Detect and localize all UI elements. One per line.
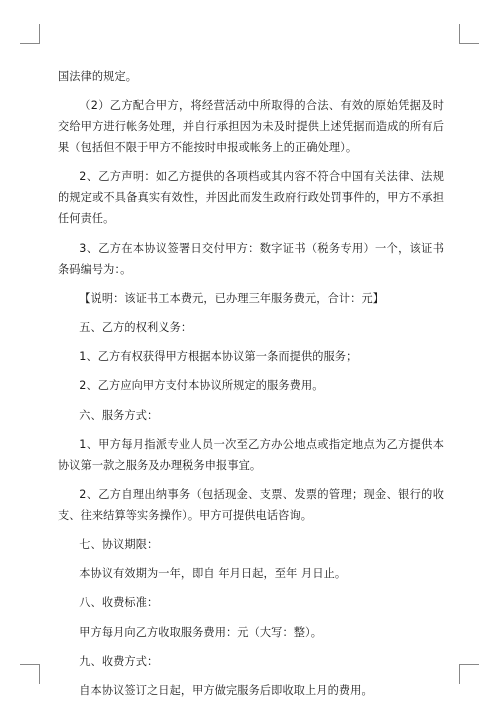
paragraph: 本协议有效期为一年，即自 年月日起，至年 月日止。 [79, 567, 347, 581]
crop-mark-bottom-right [459, 664, 460, 684]
crop-mark-top-right [459, 24, 460, 44]
section-heading: 八、收费标准： [79, 596, 159, 610]
paragraph: 2、乙方自理出纳事务（包括现金、支票、发票的管理；现金、银行的收支、往来结算等实务操作）。甲方可提供电话咨询。 [58, 487, 444, 522]
paragraph: 2、乙方应向甲方支付本协议所规定的服务费用。 [79, 379, 324, 393]
paragraph: 1、乙方有权获得甲方根据本协议第一条而提供的服务； [79, 350, 358, 364]
section-heading: 九、收费方式： [79, 654, 159, 668]
document-body [58, 66, 444, 709]
crop-mark-bottom-left [39, 664, 40, 684]
paragraph: 国法律的规定。 [58, 70, 138, 83]
crop-mark-top-right [459, 43, 479, 44]
crop-mark-top-left [20, 43, 40, 44]
section-heading: 五、乙方的权利义务： [79, 320, 193, 334]
paragraph: 1、甲方每月指派专业人员一次至乙方办公地点或指定地点为乙方提供本协议第一款之服务及办理税务申报事宜。 [58, 437, 444, 472]
paragraph: （2）乙方配合甲方，将经营活动中所取得的合法、有效的原始凭据及时交给甲方进行帐务处理，并自行承担因为未及时提供上述凭据而造成的所有后果（包括但不限于甲方不能按时申报或帐务上的正确处理）。 [58, 99, 444, 155]
paragraph: 3、乙方在本协议签署日交付甲方：数字证书（税务专用）一个，该证书条码编号为：。 [58, 241, 444, 276]
paragraph: 自本协议签订之日起，甲方做完服务后即收取上月的费用。 [79, 684, 373, 697]
paragraph: 【说明：该证书工本费元，已办理三年服务费元，合计：元】 [79, 291, 385, 305]
crop-mark-bottom-right [459, 664, 479, 665]
paragraph: 甲方每月向乙方收取服务费用：元（大写：整）。 [79, 625, 322, 639]
section-heading: 六、服务方式： [79, 408, 159, 422]
paragraph: 2、乙方声明：如乙方提供的各项档或其内容不符合中国有关法律、法规的规定或不具备真实有效性，并因此而发生政府行政处罚事件的，甲方不承担任何责任。 [58, 170, 444, 226]
crop-mark-bottom-left [20, 664, 40, 665]
crop-mark-top-left [39, 24, 40, 44]
section-heading: 七、协议期限： [79, 538, 159, 552]
